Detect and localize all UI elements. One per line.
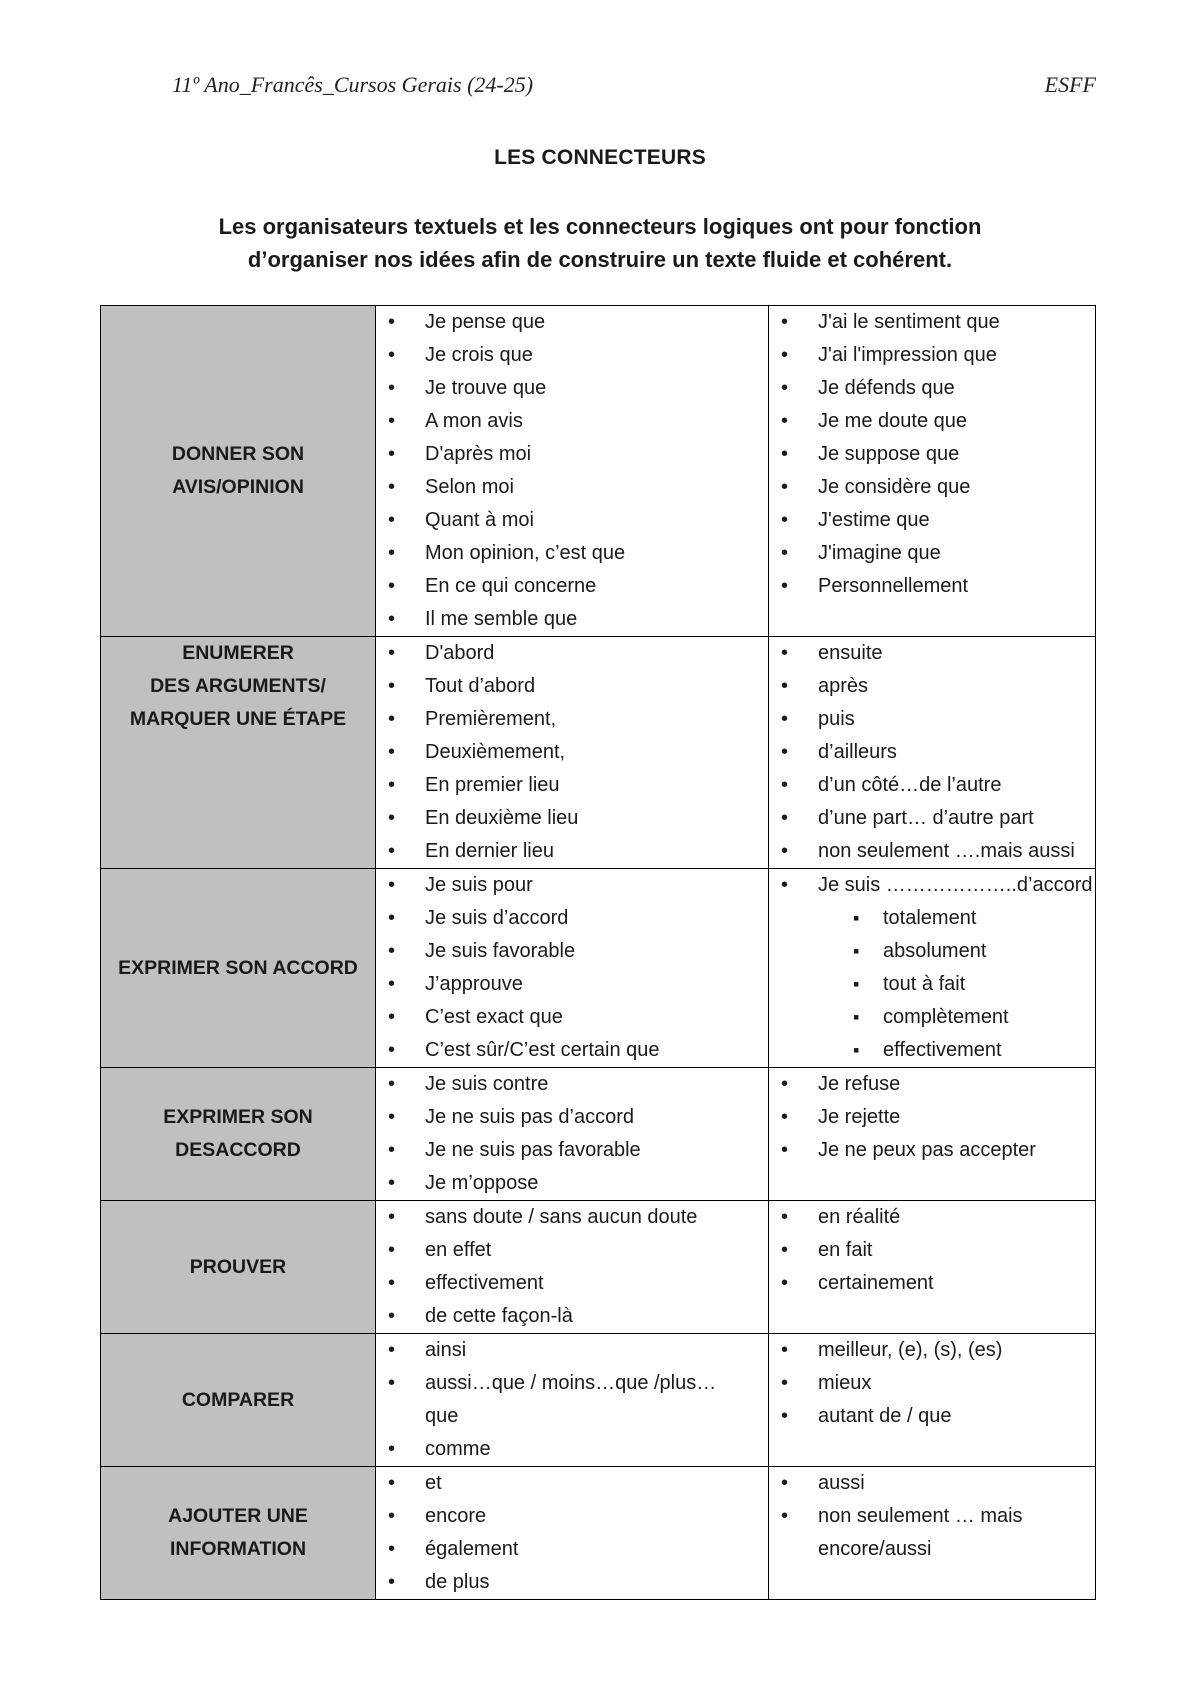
list-item: • En ce qui concerne bbox=[376, 570, 768, 603]
category-cell bbox=[101, 637, 376, 869]
connectors-cell bbox=[376, 1201, 769, 1334]
list-item: • A mon avis bbox=[376, 405, 768, 438]
table-row bbox=[101, 637, 1096, 869]
list-item: • Je me doute que bbox=[769, 405, 1095, 438]
category-cell bbox=[101, 1068, 376, 1201]
intro-line: d’organiser nos idées afin de construire un texte fluide et cohérent. bbox=[247, 247, 953, 272]
connectors-cell bbox=[376, 637, 769, 869]
connectors-cell bbox=[769, 1201, 1096, 1334]
list-item: • Je trouve que bbox=[376, 372, 768, 405]
connectors-cell bbox=[376, 869, 769, 1068]
list-item: • d’un côté…de l’autre bbox=[769, 769, 1095, 802]
connectors-cell bbox=[769, 1068, 1096, 1201]
sub-list-item: ▪ totalement bbox=[769, 902, 1095, 935]
category-label: ENUMERER bbox=[182, 642, 294, 664]
list-item: • D'abord bbox=[376, 637, 768, 670]
list-item: • Je défends que bbox=[769, 372, 1095, 405]
list-item: • en effet bbox=[376, 1234, 768, 1267]
connectors-cell bbox=[769, 1334, 1096, 1467]
list-item: • également bbox=[376, 1533, 768, 1566]
sub-list-item: ▪ effectivement bbox=[769, 1034, 1095, 1067]
list-item: • Deuxièmement, bbox=[376, 736, 768, 769]
category-label: DONNER SON bbox=[171, 443, 305, 465]
list-item: • aussi…que / moins…que /plus… que bbox=[376, 1367, 768, 1433]
category-label: EXPRIMER SON bbox=[163, 1106, 313, 1128]
list-item: • Je refuse bbox=[769, 1068, 1095, 1101]
list-item: • Je ne peux pas accepter bbox=[769, 1134, 1095, 1167]
category-label: EXPRIMER SON ACCORD bbox=[118, 956, 358, 979]
list-item: • Je suis pour bbox=[376, 869, 768, 902]
list-item: • encore bbox=[376, 1500, 768, 1533]
category-cell bbox=[101, 1334, 376, 1467]
list-item: • Je ne suis pas d’accord bbox=[376, 1101, 768, 1134]
list-item: • Je suppose que bbox=[769, 438, 1095, 471]
category-label: PROUVER bbox=[189, 1255, 287, 1278]
list-item: • de plus bbox=[376, 1566, 768, 1599]
list-item: • ensuite bbox=[769, 637, 1095, 670]
category-cell bbox=[101, 1201, 376, 1334]
list-item: • effectivement bbox=[376, 1267, 768, 1300]
list-item: • ainsi bbox=[376, 1334, 768, 1367]
category-label: AVIS/OPINION bbox=[172, 476, 304, 498]
list-item: • Je pense que bbox=[376, 306, 768, 339]
list-item: • Je suis d’accord bbox=[376, 902, 768, 935]
list-item: • En dernier lieu bbox=[376, 835, 768, 868]
list-item: • et bbox=[376, 1467, 768, 1500]
list-item: • En premier lieu bbox=[376, 769, 768, 802]
list-item: • J’approuve bbox=[376, 968, 768, 1001]
list-item: • C’est sûr/C’est certain que bbox=[376, 1034, 768, 1067]
list-item: • puis bbox=[769, 703, 1095, 736]
connectors-cell bbox=[376, 1334, 769, 1467]
list-item: • meilleur, (e), (s), (es) bbox=[769, 1334, 1095, 1367]
category-cell bbox=[101, 1467, 376, 1600]
page-title: LES CONNECTEURS bbox=[494, 146, 706, 169]
sub-list-item: ▪ tout à fait bbox=[769, 968, 1095, 1001]
list-item: • J'imagine que bbox=[769, 537, 1095, 570]
connectors-cell bbox=[769, 306, 1096, 637]
list-item: • En deuxième lieu bbox=[376, 802, 768, 835]
table-row bbox=[101, 1068, 1096, 1201]
list-item: • Je suis contre bbox=[376, 1068, 768, 1101]
list-item: • J'ai le sentiment que bbox=[769, 306, 1095, 339]
intro-paragraph bbox=[150, 210, 1050, 276]
category-label: DES ARGUMENTS/ bbox=[150, 675, 326, 697]
list-item: • mieux bbox=[769, 1367, 1095, 1400]
category-cell bbox=[101, 306, 376, 637]
list-item: • Je suis favorable bbox=[376, 935, 768, 968]
sub-list-item: ▪ absolument bbox=[769, 935, 1095, 968]
header-school: ESFF bbox=[1044, 72, 1096, 97]
category-label: DESACCORD bbox=[175, 1139, 301, 1161]
list-item: • non seulement ….mais aussi bbox=[769, 835, 1095, 868]
list-item: • Je m’oppose bbox=[376, 1167, 768, 1200]
list-item: • Premièrement, bbox=[376, 703, 768, 736]
list-item: • aussi bbox=[769, 1467, 1095, 1500]
list-item: • Je considère que bbox=[769, 471, 1095, 504]
list-item: • Tout d’abord bbox=[376, 670, 768, 703]
list-item: • J'estime que bbox=[769, 504, 1095, 537]
list-item: • Je rejette bbox=[769, 1101, 1095, 1134]
connectors-cell bbox=[376, 1068, 769, 1201]
category-label: AJOUTER UNE bbox=[168, 1505, 308, 1527]
list-item: • Selon moi bbox=[376, 471, 768, 504]
header-course: 11º Ano_Francês_Cursos Gerais (24-25) bbox=[172, 72, 534, 97]
list-item: • non seulement … mais encore/aussi bbox=[769, 1500, 1095, 1566]
list-item: • Mon opinion, c’est que bbox=[376, 537, 768, 570]
list-item: • en réalité bbox=[769, 1201, 1095, 1234]
table-row bbox=[101, 306, 1096, 637]
list-item: • Je suis ………………..d’accord bbox=[769, 869, 1095, 902]
sub-list-item: ▪ complètement bbox=[769, 1001, 1095, 1034]
category-label: COMPARER bbox=[181, 1388, 295, 1411]
category-cell bbox=[101, 869, 376, 1068]
list-item: • J'ai l'impression que bbox=[769, 339, 1095, 372]
connectors-cell bbox=[769, 637, 1096, 869]
list-item: • de cette façon-là bbox=[376, 1300, 768, 1333]
category-label: MARQUER UNE ÉTAPE bbox=[129, 708, 347, 730]
table-row bbox=[101, 1334, 1096, 1467]
list-item: • après bbox=[769, 670, 1095, 703]
table-row bbox=[101, 869, 1096, 1068]
connectors-cell bbox=[376, 1467, 769, 1600]
list-item: • en fait bbox=[769, 1234, 1095, 1267]
category-label: INFORMATION bbox=[169, 1538, 307, 1560]
list-item: • Je crois que bbox=[376, 339, 768, 372]
list-item: • autant de / que bbox=[769, 1400, 1095, 1433]
connectors-cell bbox=[769, 869, 1096, 1068]
list-item: • sans doute / sans aucun doute bbox=[376, 1201, 768, 1234]
list-item: • d’une part… d’autre part bbox=[769, 802, 1095, 835]
connectors-cell bbox=[376, 306, 769, 637]
list-item: • Il me semble que bbox=[376, 603, 768, 636]
list-item: • C’est exact que bbox=[376, 1001, 768, 1034]
list-item: • Personnellement bbox=[769, 570, 1095, 603]
list-item: • D'après moi bbox=[376, 438, 768, 471]
connectors-table bbox=[100, 305, 1096, 1600]
list-item: • d’ailleurs bbox=[769, 736, 1095, 769]
table-row bbox=[101, 1467, 1096, 1600]
list-item: • Je ne suis pas favorable bbox=[376, 1134, 768, 1167]
intro-line: Les organisateurs textuels et les connecteurs logiques ont pour fonction bbox=[218, 214, 982, 239]
list-item: • comme bbox=[376, 1433, 768, 1466]
list-item: • certainement bbox=[769, 1267, 1095, 1300]
list-item: • Quant à moi bbox=[376, 504, 768, 537]
table-row bbox=[101, 1201, 1096, 1334]
connectors-cell bbox=[769, 1467, 1096, 1600]
